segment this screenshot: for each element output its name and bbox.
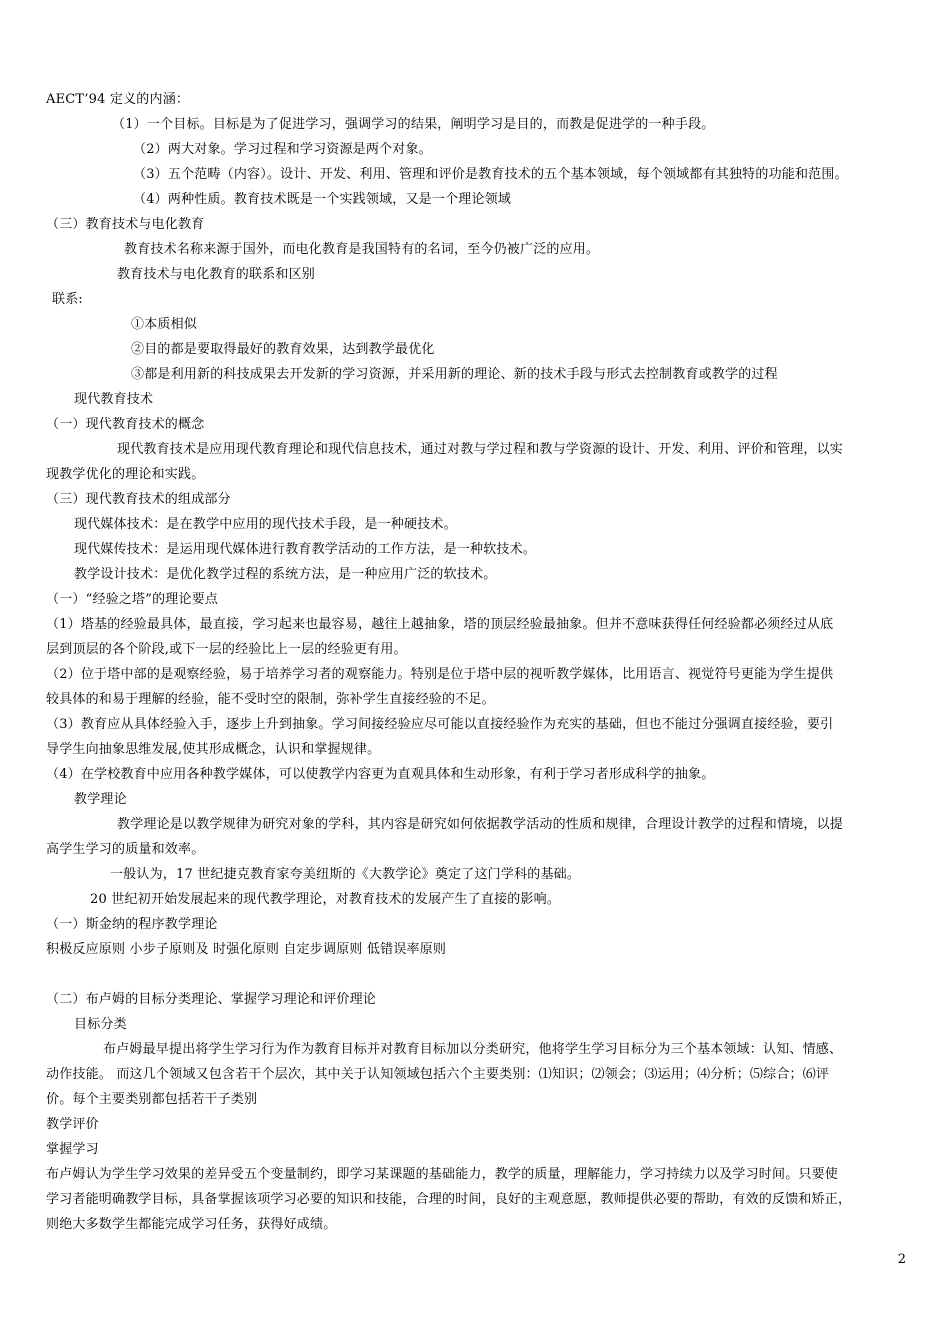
- text-line: 现代媒体技术：是在教学中应用的现代技术手段，是一种硬技术。: [74, 517, 457, 532]
- list-item: ③都是利用新的科技成果去开发新的学习资源，并采用新的理论、新的技术手段与形式去控制教育或教学的过程: [131, 367, 778, 382]
- text-line: （3）教育应从具体经验入手，逐步上升到抽象。学习间接经验应尽可能以直接经验作为充实的基础，但也不能过分强调直接经验，要引: [46, 717, 834, 732]
- text-line: 则绝大多数学生都能完成学习任务，获得好成绩。: [46, 1217, 337, 1232]
- text-line: 高学生学习的质量和效率。: [46, 842, 205, 857]
- text-line: 布卢姆最早提出将学生学习行为作为教育目标并对教育目标加以分类研究，他将学生学习目标分为三个基本领域：认知、情感、: [103, 1042, 843, 1057]
- section-heading: （三）教育技术与电化教育: [46, 217, 205, 232]
- text-line: 教学理论是以教学规律为研究对象的学科，其内容是研究如何依据教学活动的性质和规律，合理设计教学的过程和情境，以提: [117, 817, 844, 832]
- text-line: AECT’94 定义的内涵：: [46, 92, 190, 107]
- text-line: 学习者能明确教学目标，具备掌握该项学习必要的知识和技能，合理的时间，良好的主观意愿，教师提供必要的帮助，有效的反馈和矫正，: [46, 1192, 852, 1207]
- text-line: （2）两大对象。学习过程和学习资源是两个对象。: [133, 142, 432, 157]
- list-item: ②目的都是要取得最好的教育效果，达到教学最优化: [131, 342, 435, 357]
- section-heading: 掌握学习: [46, 1142, 99, 1157]
- text-line: （4）在学校教育中应用各种教学媒体，可以使教学内容更为直观具体和生动形象，有利于学习者形成科学的抽象。: [46, 767, 715, 782]
- text-line: 较具体的和易于理解的经验，能不受时空的限制，弥补学生直接经验的不足。: [46, 692, 495, 707]
- section-heading: （二）布卢姆的目标分类理论、掌握学习理论和评价理论: [46, 992, 377, 1007]
- text-line: （2）位于塔中部的是观察经验，易于培养学习者的观察能力。特别是位于塔中层的视听教学媒体，比用语言、视觉符号更能为学生提供: [46, 667, 834, 682]
- section-heading: （一）“经验之塔”的理论要点: [46, 592, 219, 607]
- section-heading: 教学理论: [74, 792, 127, 807]
- section-heading: 现代教育技术: [74, 392, 154, 407]
- text-line: 导学生向抽象思维发展,使其形成概念，认识和掌握规律。: [46, 742, 381, 757]
- section-heading: （一）斯金纳的程序教学理论: [46, 917, 218, 932]
- text-line: 现教学优化的理论和实践。: [46, 467, 205, 482]
- text-line: 20 世纪初开始发展起来的现代教学理论，对教育技术的发展产生了直接的影响。: [90, 892, 561, 907]
- text-line: （1）塔基的经验最具体，最直接，学习起来也最容易，越往上越抽象，塔的顶层经验最抽象。但并不意味获得任何经验都必须经过从底: [46, 617, 834, 632]
- text-line: 教育技术与电化教育的联系和区别: [117, 267, 316, 282]
- text-line: 价。每个主要类别都包括若干子类别: [46, 1092, 258, 1107]
- text-line: 现代教育技术是应用现代教育理论和现代信息技术，通过对教与学过程和教与学资源的设计、开发、利用、评价和管理，以实: [117, 442, 844, 457]
- text-line: 一般认为，17 世纪捷克教育家夸美纽斯的《大教学论》奠定了这门学科的基础。: [110, 867, 581, 882]
- text-line: 层到顶层的各个阶段,或下一层的经验比上一层的经验更有用。: [46, 642, 407, 657]
- section-heading: （一）现代教育技术的概念: [46, 417, 205, 432]
- section-heading: 目标分类: [74, 1017, 127, 1032]
- text-line: 现代媒传技术：是运用现代媒体进行教育教学活动的工作方法，是一种软技术。: [74, 542, 537, 557]
- text-line: 教学设计技术：是优化教学过程的系统方法，是一种应用广泛的软技术。: [74, 567, 497, 582]
- list-item: ①本质相似: [131, 317, 198, 332]
- text-line: 积极反应原则 小步子原则及 时强化原则 自定步调原则 低错误率原则: [46, 942, 447, 957]
- text-line: 动作技能。 而这几个领域又包含若干个层次，其中关于认知领域包括六个主要类别：⑴知识；⑵领会；⑶运用；⑷分析；⑸综合；⑹评: [46, 1067, 830, 1082]
- section-heading: 教学评价: [46, 1117, 99, 1132]
- page-number: 2: [897, 1252, 906, 1267]
- text-line: （4）两种性质。教育技术既是一个实践领域，又是一个理论领域: [133, 192, 512, 207]
- text-line: 布卢姆认为学生学习效果的差异受五个变量制约，即学习某课题的基础能力，教学的质量，理解能力，学习持续力以及学习时间。只要使: [46, 1167, 839, 1182]
- text-line: 联系:: [52, 292, 83, 307]
- text-line: （3）五个范畴（内容）。设计、开发、利用、管理和评价是教育技术的五个基本领域，每个领域都有其独特的功能和范围。: [133, 167, 848, 182]
- section-heading: （三）现代教育技术的组成部分: [46, 492, 231, 507]
- text-line: 教育技术名称来源于国外，而电化教育是我国特有的名词，至今仍被广泛的应用。: [124, 242, 600, 257]
- text-line: （1）一个目标。目标是为了促进学习，强调学习的结果，阐明学习是目的，而教是促进学的一种手段。: [112, 117, 715, 132]
